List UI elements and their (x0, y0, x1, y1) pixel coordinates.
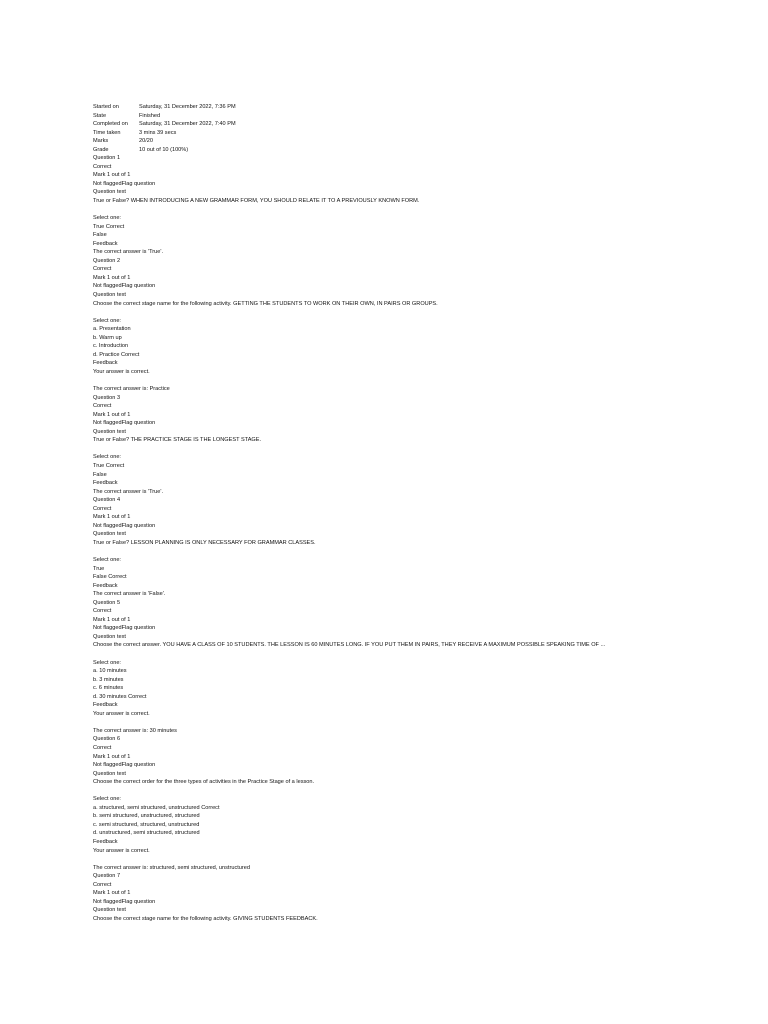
text-line: Correct (93, 163, 112, 170)
text-line: Choose the correct stage name for the following activity. GETTING THE STUDENTS TO WORK ON THEIR OWN, IN PAIRS OR GROUPS. (93, 300, 438, 307)
summary-label: Marks (93, 138, 109, 145)
question-heading: Question 3 (93, 394, 121, 401)
text-line: True or False? LESSON PLANNING IS ONLY NECESSARY FOR GRAMMAR CLASSES. (93, 539, 316, 546)
select-one-label: Select one: (93, 215, 121, 222)
select-one-label: Select one: (93, 556, 121, 563)
correct-answer-text: The correct answer is: structured, semi structured, unstructured (93, 864, 250, 871)
answer-option[interactable]: d. unstructured, semi structured, structured (93, 830, 200, 837)
answer-option[interactable]: a. 10 minutes (93, 668, 127, 675)
flag-question-link[interactable]: Not flaggedFlag question (93, 283, 156, 290)
text-line: Choose the correct stage name for the following activity. GIVING STUDENTS FEEDBACK. (93, 915, 318, 922)
question-heading: Question 4 (93, 497, 121, 504)
feedback-label: Feedback (93, 702, 118, 709)
feedback-label: Feedback (93, 480, 118, 487)
answer-option[interactable]: b. semi structured, unstructured, structured (93, 813, 200, 820)
text-line: Mark 1 out of 1 (93, 753, 131, 760)
summary-row (93, 137, 733, 146)
correct-answer-text: The correct answer is: Practice (93, 386, 170, 393)
question-heading: Question 7 (93, 873, 121, 880)
text-line: Question text (93, 770, 126, 777)
flag-question-link[interactable]: Not flaggedFlag question (93, 898, 156, 905)
summary-row (93, 120, 733, 129)
text-line: Mark 1 out of 1 (93, 172, 131, 179)
summary-value: 20/20 (139, 138, 153, 145)
blank-line (93, 445, 733, 454)
question-heading: Question 5 (93, 599, 121, 606)
answer-option[interactable]: d. Practice Correct (93, 351, 140, 358)
summary-value: Finished (139, 112, 161, 119)
text-line: True or False? THE PRACTICE STAGE IS THE LONGEST STAGE. (93, 437, 262, 444)
text-line: Mark 1 out of 1 (93, 274, 131, 281)
text-line: Correct (93, 505, 112, 512)
question-heading: Question 2 (93, 257, 121, 264)
text-line: Correct (93, 608, 112, 615)
answer-option[interactable]: True Correct (93, 223, 125, 230)
correct-answer-text: The correct answer is 'False'. (93, 591, 166, 598)
answer-option[interactable]: True (93, 565, 105, 572)
answer-option[interactable]: True Correct (93, 462, 125, 469)
answer-option[interactable]: a. structured, semi structured, unstructured Correct (93, 804, 220, 811)
text-line: Your answer is correct. (93, 847, 150, 854)
text-line: Mark 1 out of 1 (93, 616, 131, 623)
text-line: Mark 1 out of 1 (93, 514, 131, 521)
feedback-label: Feedback (93, 839, 118, 846)
blank-line (93, 650, 733, 659)
text-line: Correct (93, 266, 112, 273)
text-line: Correct (93, 403, 112, 410)
text-line: Mark 1 out of 1 (93, 411, 131, 418)
summary-label: Completed on (93, 121, 128, 128)
select-one-label: Select one: (93, 454, 121, 461)
answer-option[interactable]: c. Introduction (93, 343, 129, 350)
summary-value: 10 out of 10 (100%) (139, 146, 189, 153)
blank-line (93, 718, 733, 727)
text-line: Question text (93, 292, 126, 299)
text-line: Question text (93, 428, 126, 435)
blank-line (93, 787, 733, 796)
answer-option[interactable]: False (93, 471, 107, 478)
text-line: Mark 1 out of 1 (93, 890, 131, 897)
summary-value: Saturday, 31 December 2022, 7:40 PM (139, 121, 236, 128)
question-list (93, 154, 733, 923)
question-heading: Question 6 (93, 736, 121, 743)
feedback-label: Feedback (93, 582, 118, 589)
correct-answer-text: The correct answer is 'True'. (93, 488, 164, 495)
flag-question-link[interactable]: Not flaggedFlag question (93, 522, 156, 529)
answer-option[interactable]: False Correct (93, 574, 127, 581)
blank-line (93, 206, 733, 215)
question-heading: Question 1 (93, 155, 121, 162)
text-line: Question text (93, 633, 126, 640)
flag-question-link[interactable]: Not flaggedFlag question (93, 625, 156, 632)
text-line: Correct (93, 745, 112, 752)
summary-row (93, 129, 733, 138)
answer-option[interactable]: a. Presentation (93, 326, 131, 333)
correct-answer-text: The correct answer is: 30 minutes (93, 727, 177, 734)
text-line: True or False? WHEN INTRODUCING A NEW GRAMMAR FORM, YOU SHOULD RELATE IT TO A PREVIOUSLY KNOWN FORM. (93, 198, 420, 205)
text-line: Your answer is correct. (93, 368, 150, 375)
text-line: Question text (93, 189, 126, 196)
text-line: Correct (93, 881, 112, 888)
text-line: Question text (93, 531, 126, 538)
text-line: Choose the correct order for the three types of activities in the Practice Stage of a lesson. (93, 779, 315, 786)
text-line: Your answer is correct. (93, 710, 150, 717)
summary-value: 3 mins 39 secs (139, 129, 177, 136)
summary-row (93, 103, 733, 112)
answer-option[interactable]: c. 6 minutes (93, 685, 124, 692)
summary-row (93, 112, 733, 121)
blank-line (93, 377, 733, 386)
answer-option[interactable]: d. 30 minutes Correct (93, 693, 147, 700)
flag-question-link[interactable]: Not flaggedFlag question (93, 762, 156, 769)
feedback-label: Feedback (93, 360, 118, 367)
text-line: Question text (93, 907, 126, 914)
answer-option[interactable]: b. 3 minutes (93, 676, 124, 683)
feedback-label: Feedback (93, 240, 118, 247)
select-one-label: Select one: (93, 796, 121, 803)
answer-option[interactable]: False (93, 232, 107, 239)
attempt-summary (93, 103, 733, 154)
summary-label: Started on (93, 104, 119, 110)
quiz-review-document (93, 103, 733, 924)
summary-label: State (93, 112, 107, 119)
select-one-label: Select one: (93, 659, 121, 666)
flag-question-link[interactable]: Not flaggedFlag question (93, 420, 156, 427)
summary-label: Grade (93, 146, 109, 153)
answer-option[interactable]: b. Warm up (93, 334, 122, 341)
blank-line (93, 308, 733, 317)
correct-answer-text: The correct answer is 'True'. (93, 249, 164, 256)
flag-question-link[interactable]: Not flaggedFlag question (93, 180, 156, 187)
select-one-label: Select one: (93, 317, 121, 324)
blank-line (93, 547, 733, 556)
blank-line (93, 855, 733, 864)
summary-row (93, 146, 733, 155)
summary-label: Time taken (93, 129, 121, 136)
text-line: Choose the correct answer. YOU HAVE A CLASS OF 10 STUDENTS. THE LESSON IS 60 MINUTES LONG. IF YOU PUT THEM IN PAIRS, THEY RECEIVE A MAXIMUM POSSIBLE SPEAKING TIME OF ... (93, 642, 606, 649)
answer-option[interactable]: c. semi structured, structured, unstructured (93, 821, 200, 828)
summary-value: Saturday, 31 December 2022, 7:36 PM (139, 104, 236, 110)
